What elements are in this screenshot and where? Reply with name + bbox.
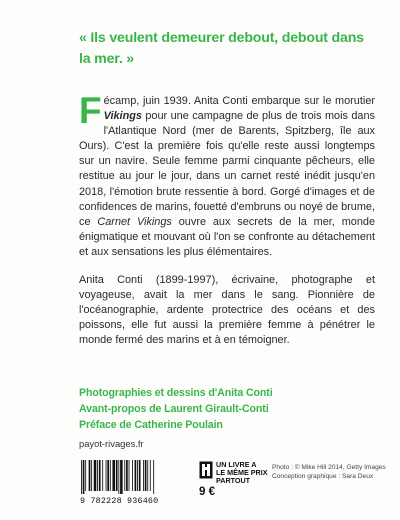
- price: 9 €: [199, 486, 215, 498]
- blurb-text-c: ouvre aux secrets de la mer, monde énigmatique et mouvant où l'on se confronte au détachement et aux sensations les plus élémentaires.: [79, 215, 376, 258]
- drop-cap: F: [79, 90, 102, 131]
- barcode-number: 9 782228 936460: [80, 496, 159, 506]
- book-price-label-line2: LE MÊME PRIX: [216, 468, 268, 477]
- ship-name: Vikings: [103, 110, 142, 123]
- credits: [79, 385, 375, 433]
- credit-line-photos: Photographies et dessins d'Anita Conti: [79, 387, 273, 399]
- credit-line-foreword: Avant-propos de Laurent Girault-Conti: [79, 403, 269, 415]
- book-price-logo-icon: [199, 461, 213, 479]
- photo-credit: [272, 463, 392, 481]
- book-title-inline: Carnet Vikings: [97, 215, 172, 228]
- blurb-paragraph-1: [79, 90, 376, 260]
- barcode-bars-icon: [79, 460, 184, 494]
- book-price-label-line3: PARTOUT: [216, 476, 251, 485]
- book-price-label: [216, 461, 268, 485]
- author-bio: Anita Conti (1899-1997), écrivaine, photographe et voyageuse, avait la mer dans le sang. Pionnière de l'océanographie, ardente protectrice des océans et des poissons, elle fut aussi la première femme à pénétrer le monde fermé des marins et à en témoigner.: [79, 274, 375, 347]
- pull-quote: « Ils veulent demeurer debout, debout dans la mer. »: [79, 30, 364, 67]
- blurb-text-b: pour une campagne de plus de trois mois dans l'Atlantique Nord (mer de Barents, Spitzberg, île aux Ours). C'est la première fois qu'elle reste aussi longtemps sur un navire. Seule femme parmi cinquante pêcheurs, elle restitue au jour le jour, dans un carnet resté inédit jusqu'en 2018, l'émotion brute ressentie à bord. Gorgé d'images et de confidences de marins, fouetté d'embruns ou noyé de brume, ce: [79, 110, 375, 228]
- design-credit-line: Conception graphique : Sara Deux: [272, 473, 374, 480]
- blurb-text-a: écamp, juin 1939. Anita Conti embarque sur le morutier: [103, 95, 375, 107]
- book-price-label-line1: UN LIVRE A: [216, 460, 257, 469]
- publisher-website: payot-rivages.fr: [79, 438, 144, 449]
- credit-line-preface: Préface de Catherine Poulain: [79, 419, 223, 431]
- blurb: [79, 90, 376, 349]
- photo-credit-line1: Photo : © Mike Hill 2014, Getty Images: [272, 464, 386, 471]
